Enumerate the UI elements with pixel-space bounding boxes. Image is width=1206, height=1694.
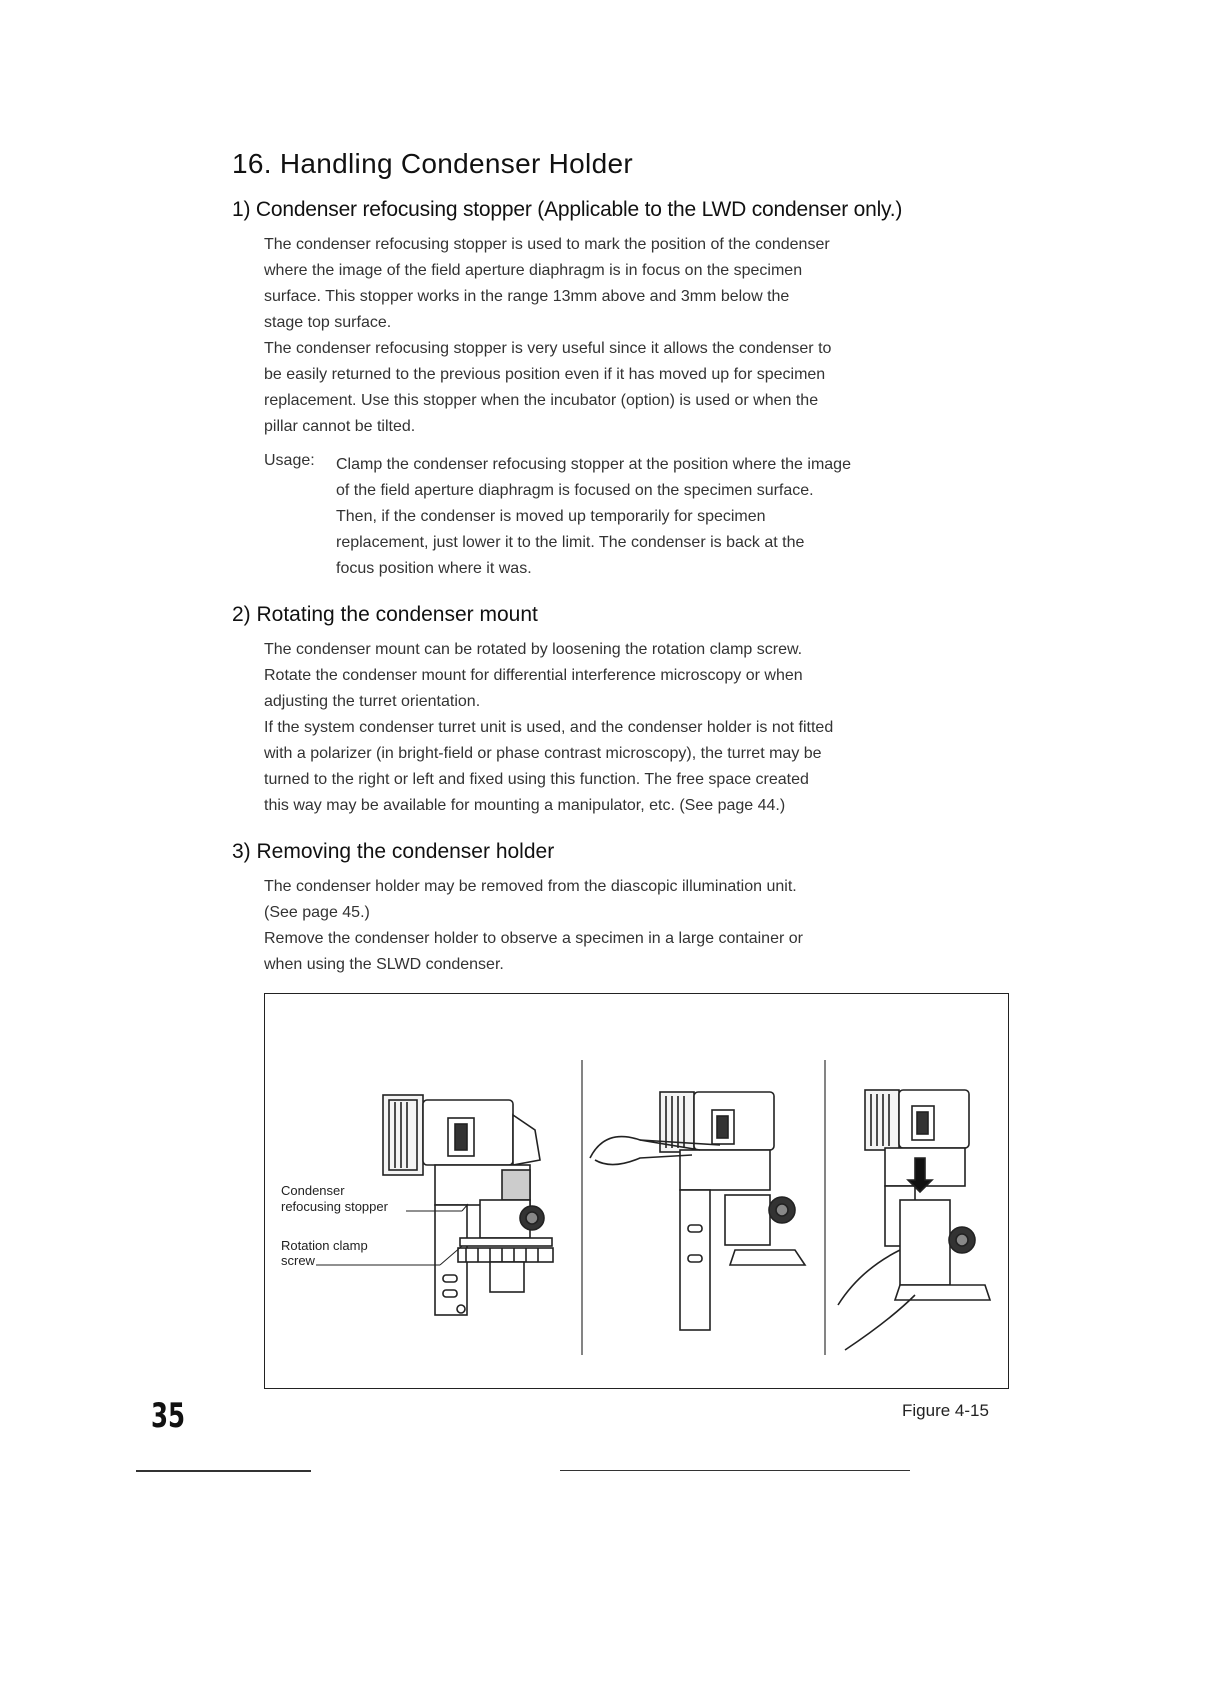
section-2-paragraph-2: If the system condenser turret unit is used, and the condenser holder is not fitted with a polarizer (in bright-field or phase contrast microscopy), the turret may be turned to the right or left and fixed using this function. The free space created this way may be available for mounting a manipulator, etc. (See page 44.): [264, 719, 834, 814]
section-1-paragraph-2: The condenser refocusing stopper is very useful since it allows the condenser to be easily returned to the previous position even if it has moved up for specimen replacement. Use this stopper when the incubator (option) is used or when the pillar cannot be tilted.: [264, 340, 832, 435]
microscope-panel-1: [383, 1095, 553, 1315]
page-number: 35: [151, 1396, 186, 1436]
footer-rule-right: [560, 1470, 910, 1471]
section-2-paragraph-1: The condenser mount can be rotated by loosening the rotation clamp screw. Rotate the condenser mount for differential interference microscopy or when adjusting the turret orientation.: [264, 641, 803, 710]
section-1-paragraph-1: The condenser refocusing stopper is used to mark the position of the condenser where the image of the field aperture diaphragm is in focus on the specimen surface. This stopper works in the range 13mm above and 3mm below the stage top surface.: [264, 236, 830, 331]
footer-rule-left: [136, 1470, 311, 1472]
microscope-panel-3: [838, 1090, 990, 1350]
label-screw: screw: [281, 1253, 315, 1268]
usage-text: Clamp the condenser refocusing stopper at the position where the image of the field aperture diaphragm is focused on the specimen surface. Then, if the condenser is moved up temporarily for specimen replacement, just lower it to the limit. The condenser is back at the focus position where it was.: [336, 456, 851, 577]
section-1-heading: 1) Condenser refocusing stopper (Applicable to the LWD condenser only.): [232, 198, 903, 221]
label-refocusing-stopper: refocusing stopper: [281, 1199, 388, 1214]
page-title: 16. Handling Condenser Holder: [232, 148, 633, 179]
microscope-panel-2: [590, 1092, 805, 1330]
section-2-heading: 2) Rotating the condenser mount: [232, 603, 538, 626]
section-3-heading: 3) Removing the condenser holder: [232, 840, 555, 863]
figure-caption: Figure 4-15: [902, 1401, 989, 1420]
label-rotation-clamp: Rotation clamp: [281, 1238, 368, 1253]
section-3-paragraph-1: The condenser holder may be removed from the diascopic illumination unit. (See page 45.): [264, 878, 797, 921]
section-3-paragraph-2: Remove the condenser holder to observe a specimen in a large container or when using the SLWD condenser.: [264, 930, 803, 973]
usage-label: Usage:: [264, 452, 315, 469]
label-condenser: Condenser: [281, 1183, 345, 1198]
